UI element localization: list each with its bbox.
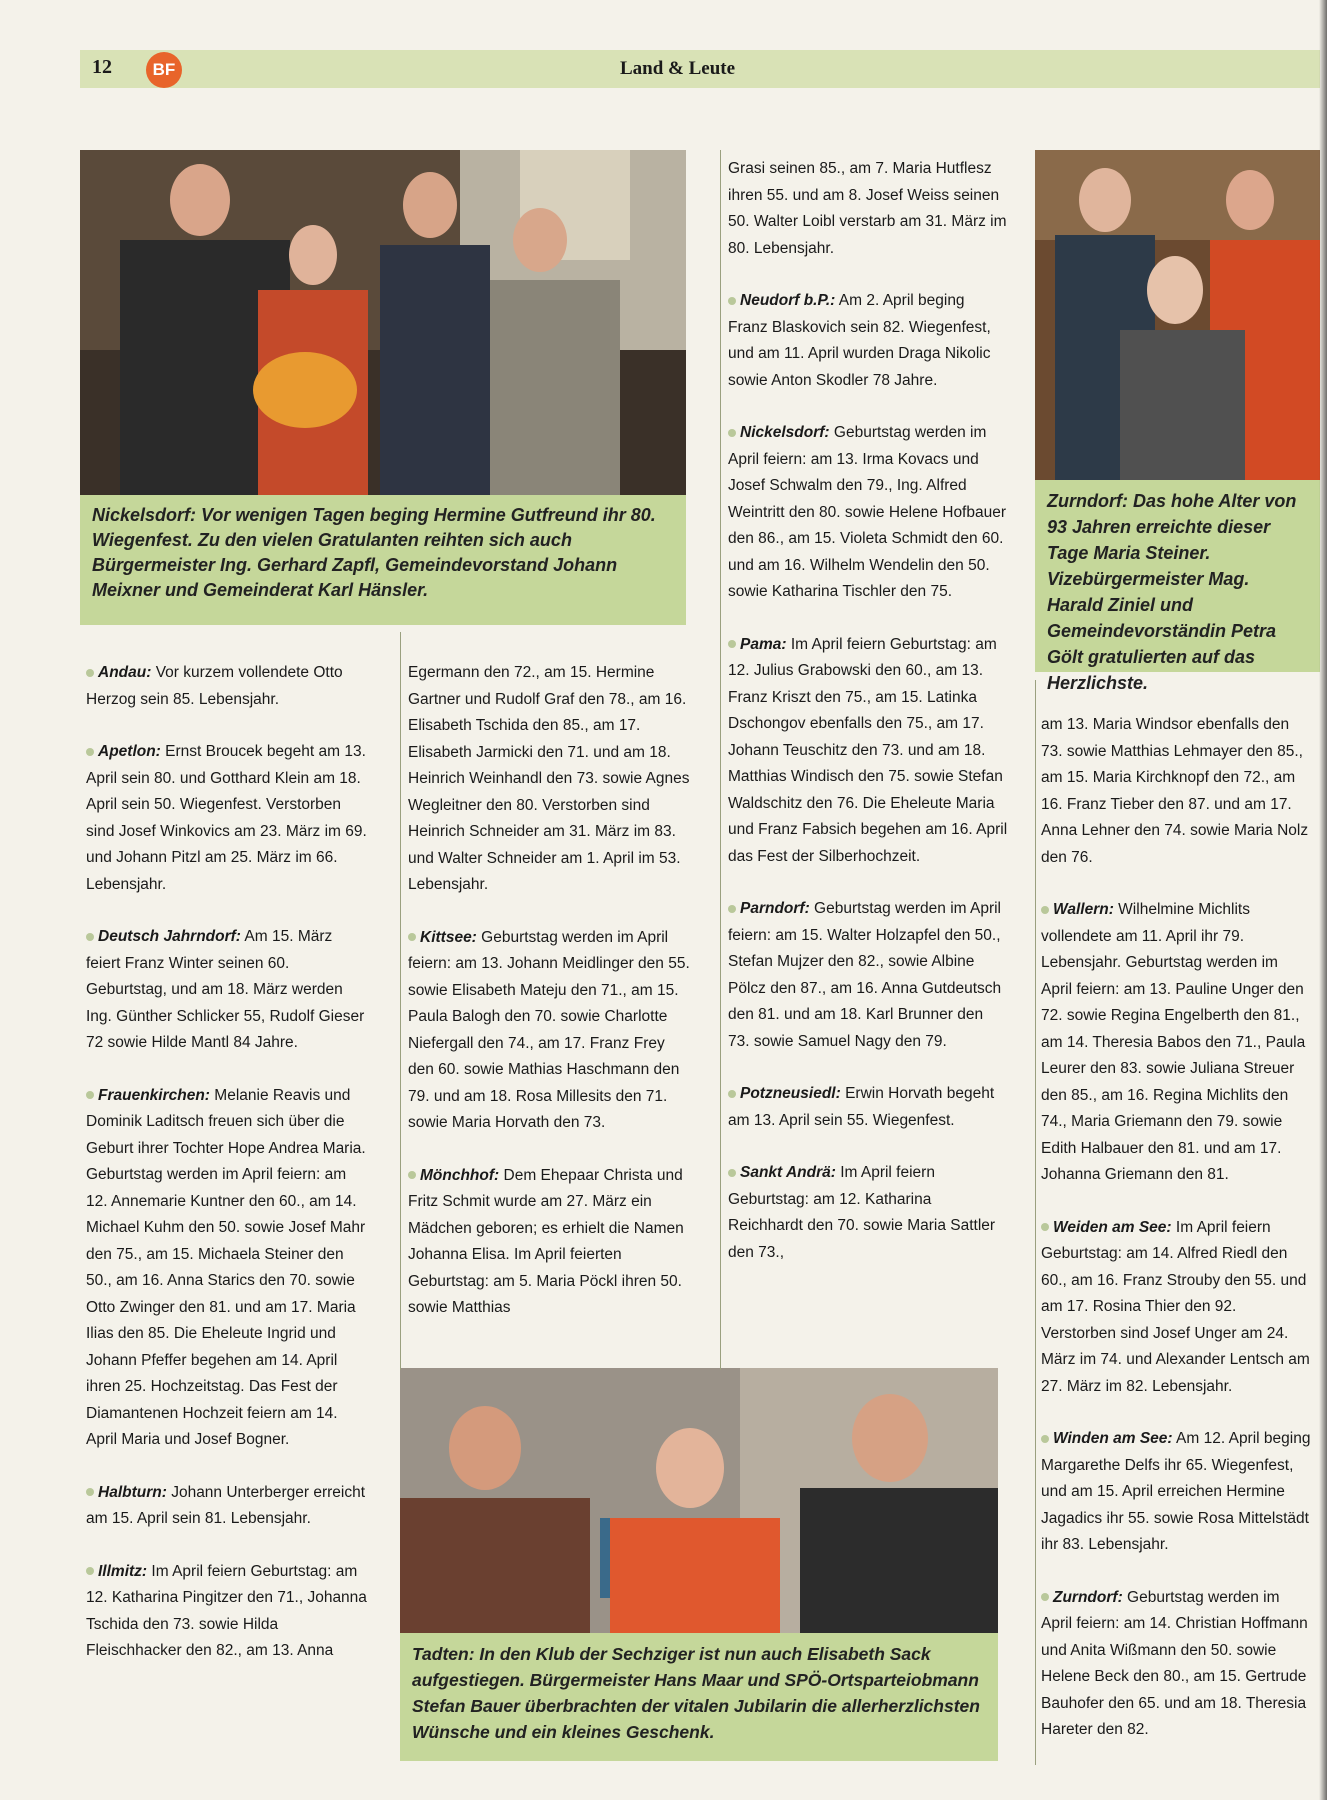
entry-halbturn: Halbturn: Johann Unterberger erreicht am 15. April sein 81. Lebensjahr. — [86, 1483, 366, 1527]
column-2 — [408, 660, 690, 1322]
bullet-icon — [86, 1488, 94, 1496]
bullet-icon — [408, 933, 416, 941]
entry-frauenkirchen: Frauenkirchen: Melanie Reavis und Dominik Laditsch freuen sich über die Geburt ihrer Tochter Hope Andrea Maria. Geburtstag werden im April feiern: am 12. Annemarie Kuntner den 60., am 14. Michael Kuhm den 50. sowie Josef Mahr den 75., am 15. Michaela Steiner den 50., am 16. Anna Starics den 70. sowie Otto Zwinger den 81. und am 17. Maria Ilias den 85. Die Eheleute Ingrid und Johann Pfeffer begehen am 14. April ihren 25. Hochzeitstag. Das Fest der Diamantenen Hochzeit feiern am 14. April Maria und Josef Bogner. — [86, 1086, 366, 1448]
photo-tadten — [400, 1368, 998, 1633]
bullet-icon — [86, 933, 94, 941]
bullet-icon — [408, 1171, 416, 1179]
column-1 — [86, 660, 368, 1665]
entry-zurndorf: Zurndorf: Geburtstag werden im April feiern: am 14. Christian Hoffmann und Anita Wißmann den 50. sowie Helene Beck den 80., am 15. Gertrude Bauhofer den 65. und am 18. Theresia Hareter den 82. — [1041, 1588, 1308, 1738]
entry-winden-am-see: Winden am See: Am 12. April beging Margarethe Delfs ihr 65. Wiegenfest, und am 15. April erreichen Hermine Jagadics ihr 55. sowie Rosa Mittelstädt ihr 83. Lebensjahr. — [1041, 1430, 1311, 1553]
entry-pama: Pama: Im April feiern Geburtstag: am 12. Julius Grabowski den 60., am 13. Franz Kriszt den 75., am 15. Latinka Dschongov ebenfalls den 75., am 17. Johann Teuschitz den 73. und am 18. Matthias Windisch den 75. sowie Stefan Waldschitz den 76. Die Eheleute Maria und Franz Fabsich begehen am 16. April das Fest der Silberhochzeit. — [728, 635, 1008, 865]
bullet-icon — [728, 1169, 736, 1177]
entry-andau: Andau: Vor kurzem vollendete Otto Herzog sein 85. Lebensjahr. — [86, 664, 343, 708]
entry-kittsee: Kittsee: Geburtstag werden im April feiern: am 13. Johann Meidlinger den 55. sowie Elisabeth Mateju den 71., am 15. Paula Balogh den 70. sowie Charlotte Niefergall den 74., am 17. Franz Frey den 60. sowie Mathias Haschmann den 79. und am 18. Rosa Millesits den 71. sowie Maria Horvath den 73. — [408, 928, 690, 1131]
bullet-icon — [728, 1090, 736, 1098]
entry-potzneusiedl: Potzneusiedl: Erwin Horvath begeht am 13. April sein 55. Wiegenfest. — [728, 1085, 995, 1129]
entry-sankt-andrae: Sankt Andrä: Im April feiern Geburtstag: am 12. Katharina Reichhardt den 70. sowie Maria Sattler den 73., — [728, 1164, 996, 1261]
bullet-icon — [728, 905, 736, 913]
bullet-icon — [1041, 1435, 1049, 1443]
entry-apetlon: Apetlon: Ernst Broucek begeht am 13. April sein 80. und Gotthard Klein am 18. April sein 50. Wiegenfest. Verstorben sind Josef Winkovics am 23. März im 69. und Johann Pitzl am 25. März im 66. Lebensjahr. — [86, 743, 367, 893]
bullet-icon — [1041, 906, 1049, 914]
entry-sankt-andrae-continued: am 13. Maria Windsor ebenfalls den 73. sowie Matthias Lehmayer den 85., am 15. Maria Kirchknopf den 72., am 16. Franz Tieber den 87. und am 17. Anna Lehner den 74. sowie Maria Nolz den 76. — [1041, 716, 1309, 866]
entry-illmitz: Illmitz: Im April feiern Geburtstag: am 12. Katharina Pingitzer den 71., Johanna Tschida den 73. sowie Hilda Fleischhacker den 82., am 13. Anna — [86, 1562, 367, 1659]
bullet-icon — [1041, 1223, 1049, 1231]
page-edge-shadow — [1319, 0, 1327, 1800]
caption-tadten: Tadten: In den Klub der Sechziger ist nun auch Elisabeth Sack aufgestiegen. Bürgermeister Hans Maar und SPÖ-Ortsparteiobmann Stefan Bauer überbrachten der vitalen Jubilarin die allerherzlichsten Wünsche und ein kleines Geschenk. — [400, 1633, 998, 1761]
column-4 — [1041, 712, 1311, 1744]
bullet-icon — [86, 669, 94, 677]
entry-nickelsdorf: Nickelsdorf: Geburtstag werden im April feiern: am 13. Irma Kovacs und Josef Schwalm den 79., Ing. Alfred Weintritt den 80. sowie Helene Hofbauer den 86., am 15. Violeta Schmidt den 60. und am 16. Wilhelm Wendelin den 50. sowie Katharina Tischler den 75. — [728, 424, 1007, 600]
column-rule-3 — [1035, 680, 1036, 1765]
entry-wallern: Wallern: Wilhelmine Michlits vollendete am 11. April ihr 79. Lebensjahr. Geburtstag werden im April feiern: am 13. Pauline Unger den 72. sowie Regina Engelberth den 81., am 14. Theresia Babos den 71., Paula Leurer den 83. sowie Juliana Streuer den 85., am 16. Regina Michlits den 74., Maria Griemann den 79. sowie Edith Halbauer den 81. und am 17. Johanna Griemann den 81. — [1041, 901, 1306, 1183]
entry-neudorf: Neudorf b.P.: Am 2. April beging Franz Blaskovich sein 82. Wiegenfest, und am 11. April wurden Draga Nikolic sowie Anton Skodler 78 Jahre. — [728, 292, 991, 389]
entry-moenchhof-continued: Grasi seinen 85., am 7. Maria Hutflesz ihren 55. und am 8. Josef Weiss seinen 50. Walter Loibl verstarb am 31. März im 80. Lebensjahr. — [728, 160, 1007, 257]
photo-nickelsdorf — [80, 150, 686, 495]
column-rule-1 — [400, 632, 401, 1370]
bf-logo: BF — [146, 52, 182, 88]
page-number: 12 — [92, 56, 112, 78]
bullet-icon — [728, 640, 736, 648]
entry-parndorf: Parndorf: Geburtstag werden im April feiern: am 15. Walter Holzapfel den 50., Stefan Mujzer den 82., sowie Albine Pölcz den 87., am 16. Anna Gutdeutsch den 81. und am 18. Karl Brunner den 73. sowie Samuel Nagy den 79. — [728, 900, 1002, 1050]
bullet-icon — [728, 297, 736, 305]
caption-zurndorf: Zurndorf: Das hohe Alter von 93 Jahren erreichte dieser Tage Maria Steiner. Vizebürgermeister Mag. Harald Ziniel und Gemeindevorständin Petra Gölt gratulierten auf das Herzlichste. — [1035, 480, 1320, 672]
column-3 — [728, 156, 1008, 1266]
entry-deutsch-jahrndorf: Deutsch Jahrndorf: Am 15. März feiert Franz Winter seinen 60. Geburtstag, und am 18. März werden Ing. Günther Schlicker 55, Rudolf Gieser 72 sowie Hilde Mantl 84 Jahre. — [86, 928, 365, 1051]
entry-illmitz-continued: Egermann den 72., am 15. Hermine Gartner und Rudolf Graf den 78., am 16. Elisabeth Tschida den 85., am 17. Elisabeth Jarmicki den 71. und am 18. Heinrich Weinhandl den 73. sowie Agnes Wegleitner den 80. Verstorben sind Heinrich Schneider am 31. März im 83. und Walter Schneider am 1. April im 53. Lebensjahr. — [408, 664, 690, 893]
entry-moenchhof: Mönchhof: Dem Ehepaar Christa und Fritz Schmit wurde am 27. März ein Mädchen geboren; es erhielt die Namen Johanna Elisa. Im April feierten Geburtstag: am 5. Maria Pöckl ihren 50. sowie Matthias — [408, 1166, 684, 1316]
bullet-icon — [86, 1091, 94, 1099]
entry-weiden-am-see: Weiden am See: Im April feiern Geburtstag: am 14. Alfred Riedl den 60., am 16. Franz Strouby den 55. und am 17. Rosina Thier den 92. Verstorben sind Josef Unger am 24. März im 74. und Alexander Lentsch am 27. März im 82. Lebensjahr. — [1041, 1218, 1310, 1395]
bullet-icon — [728, 429, 736, 437]
section-title: Land & Leute — [620, 58, 736, 79]
column-rule-2 — [720, 150, 721, 1370]
bullet-icon — [86, 1567, 94, 1575]
caption-nickelsdorf: Nickelsdorf: Vor wenigen Tagen beging Hermine Gutfreund ihr 80. Wiegenfest. Zu den vielen Gratulanten reihten sich auch Bürgermeister Ing. Gerhard Zapfl, Gemeindevorstand Johann Meixner und Gemeinderat Karl Hänsler. — [80, 495, 686, 625]
bullet-icon — [1041, 1593, 1049, 1601]
photo-zurndorf — [1035, 150, 1320, 480]
bullet-icon — [86, 748, 94, 756]
